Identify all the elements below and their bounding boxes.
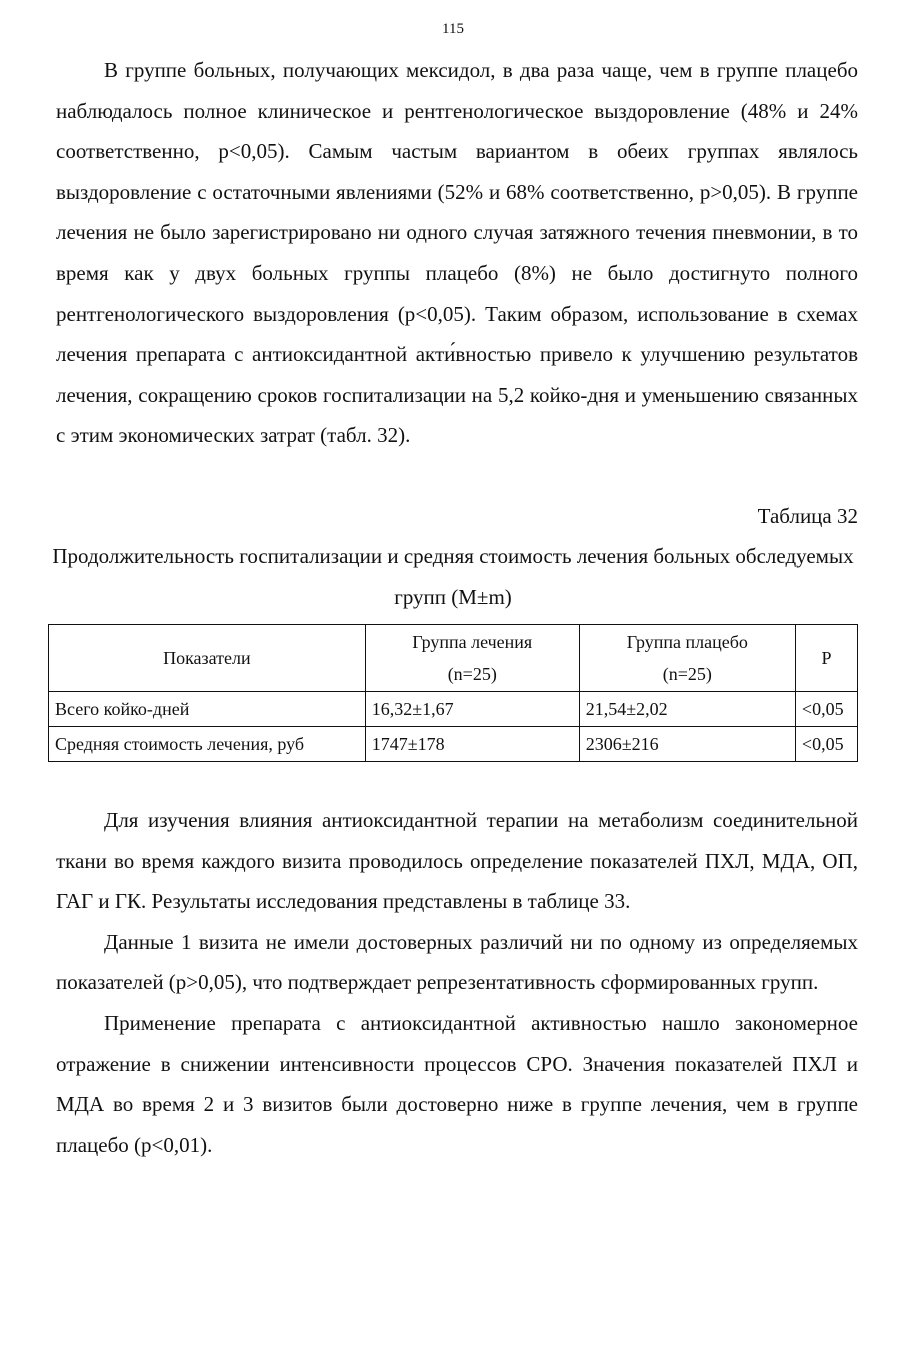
results-section [56, 800, 858, 1165]
header-placebo-group [579, 625, 795, 692]
hospitalization-cost-table [48, 624, 858, 762]
paragraph-visit-one: Данные 1 визита не имели достоверных различий ни по одному из определяемых показателей (p>0,05), что подтверждает репрезентативность сформированных групп. [56, 929, 858, 995]
paragraph-results: Применение препарата с антиоксидантной активностью нашло закономерное отражение в снижении интенсивности процессов СРО. Значения показателей ПХЛ и МДА во время 2 и 3 визитов были достоверно ниже в группе лечения, чем в группе плацебо (p<0,01). [56, 1010, 858, 1157]
table-row [49, 727, 858, 762]
cell-indicator: Всего койко-дней [49, 692, 366, 727]
header-treatment-label: Группа лечения [412, 632, 533, 652]
header-p-value [795, 625, 857, 692]
cell-placebo: 2306±216 [579, 727, 795, 762]
intro-section [56, 50, 858, 456]
header-treatment-group [365, 625, 579, 692]
header-placebo-label: Группа плацебо [626, 632, 748, 652]
page-number: 115 [442, 21, 464, 37]
table-title: Продолжительность госпитализации и средняя стоимость лечения больных обследуемых групп (M±m) [52, 544, 854, 609]
table-label: Таблица 32 [757, 504, 858, 528]
header-p-label: P [821, 648, 832, 668]
cell-indicator: Средняя стоимость лечения, руб [49, 727, 366, 762]
paragraph-methods: Для изучения влияния антиоксидантной терапии на метаболизм соединительной ткани во время каждого визита проводилось определение показателей ПХЛ, МДА, ОП, ГАГ и ГК. Результаты исследования представлены в таблице 33. [56, 808, 858, 914]
cell-placebo: 21,54±2,02 [579, 692, 795, 727]
cell-treatment: 1747±178 [365, 727, 579, 762]
header-indicator-label: Показатели [163, 648, 251, 668]
header-placebo-n: (n=25) [662, 664, 712, 684]
intro-paragraph: В группе больных, получающих мексидол, в два раза чаще, чем в группе плацебо наблюдалось полное клиническое и рентгенологическое выздоровление (48% и 24% соответственно, p<0,05). Самым частым вариантом в обеих группах являлось выздоровление с остаточными явлениями (52% и 68% соответственно, p>0,05). В группе лечения не было зарегистрировано ни одного случая затяжного течения пневмонии, в то время как у двух больных группы плацебо (8%) не было достигнуто полного рентгенологического выздоровления (p<0,05). Таким образом, использование в схемах лечения препарата с антиоксидантной акти́вностью привело к улучшению результатов лечения, сокращению сроков госпитализации на 5,2 койко-дня и уменьшению связанных с этим экономических затрат (табл. 32). [56, 58, 858, 448]
table-row [49, 692, 858, 727]
cell-p: <0,05 [795, 727, 857, 762]
header-treatment-n: (n=25) [447, 664, 497, 684]
table-header-row [49, 625, 858, 692]
header-indicator [49, 625, 366, 692]
table-container [48, 624, 858, 762]
cell-p: <0,05 [795, 692, 857, 727]
cell-treatment: 16,32±1,67 [365, 692, 579, 727]
